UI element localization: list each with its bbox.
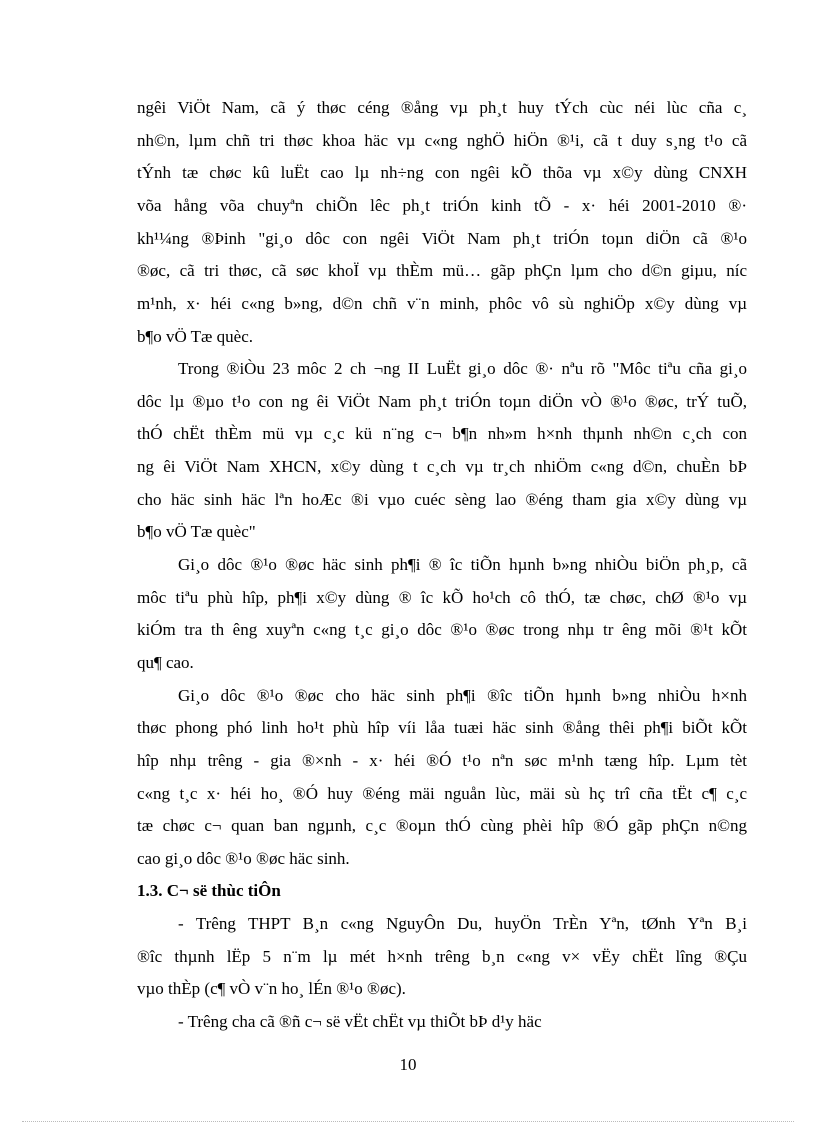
- paragraph-first-line: Trong ®iÒu 23 môc 2 ch ¬ng II LuËt gi¸o dôc ®· nªu rõ "Môc tiªu cña gi¸o: [178, 359, 747, 378]
- text-line: kh¹¼ng ®Þinh "gi¸o dôc con ngêi ViÖt Nam ph¸t triÓn toµn diÖn cã ®¹o: [137, 229, 747, 248]
- text-line: ®øc, cã tri thøc, cã søc khoÏ vµ thÈm mü… gãp phÇn lµm cho d©n giµu, níc: [137, 261, 747, 280]
- section-heading: 1.3. C¬ së thùc tiÔn: [137, 881, 281, 900]
- text-line: môc tiªu phù hîp, ph¶i x©y dùng ® îc kÕ ho¹ch cô thÓ, tæ chøc, chØ ®¹o vµ: [137, 588, 747, 607]
- text-line: cho häc sinh häc lªn hoÆc ®i vµo cuéc sèng lao ®éng tham gia x©y dùng vµ: [137, 490, 747, 509]
- text-line: tæ chøc c¬ quan ban ngµnh, c¸c ®oµn thÓ cùng phèi hîp ®Ó gãp phÇn n©ng: [137, 816, 747, 835]
- paragraph-first-line: Gi¸o dôc ®¹o ®øc häc sinh ph¶i ® îc tiÕn hµnh b»ng nhiÒu biÖn ph¸p, cã: [178, 555, 747, 574]
- text-line: ®îc thµnh lËp 5 n¨m lµ mét h×nh trêng b¸n c«ng v× vËy chËt lîng ®Çu: [137, 947, 747, 966]
- text-line: kiÓm tra th êng xuyªn c«ng t¸c gi¸o dôc ®¹o ®øc trong nhµ tr êng mõi ®¹t kÕt: [137, 620, 747, 639]
- page-number: 10: [399, 1055, 417, 1074]
- text-line: cao gi¸o dôc ®¹o ®øc häc sinh.: [137, 849, 350, 868]
- text-line: qu¶ cao.: [137, 653, 194, 672]
- text-line: dôc lµ ®µo t¹o con ng êi ViÖt Nam ph¸t triÓn toµn diÖn vÒ ®¹o ®øc, trÝ tuÕ,: [137, 392, 747, 411]
- text-line: b¶o vÖ Tæ quèc.: [137, 327, 253, 346]
- text-line: vµo thÈp (c¶ vÒ v¨n ho¸ lÉn ®¹o ®øc).: [137, 979, 406, 998]
- text-line: b¶o vÖ Tæ quèc": [137, 522, 256, 541]
- text-line: c«ng t¸c x· héi ho¸ ®Ó huy ®éng mäi nguån lùc, mäi sù hç trî cña tËt c¶ c¸c: [137, 784, 747, 803]
- text-line: thÓ chËt thÈm mü vµ c¸c kü n¨ng c¬ b¶n nh»m h×nh thµnh nh©n c¸ch con: [137, 424, 747, 443]
- paragraph-first-line: Gi¸o dôc ®¹o ®øc cho häc sinh ph¶i ®îc tiÕn hµnh b»ng nhiÒu h×nh: [178, 686, 747, 705]
- text-line: ng êi ViÖt Nam XHCN, x©y dùng t c¸ch vµ tr¸ch nhiÖm c«ng d©n, chuÈn bÞ: [137, 457, 747, 476]
- text-line: hîp nhµ trêng - gia ®×nh - x· héi ®Ó t¹o nªn søc m¹nh tæng hîp. Lµm tèt: [137, 751, 747, 770]
- text-line: tÝnh tæ chøc kû luËt cao lµ nh÷ng con ngêi kÕ thõa vµ x©y dùng CNXH: [137, 163, 747, 182]
- list-item: - Trêng THPT B¸n c«ng NguyÔn Du, huyÖn TrÈn Yªn, tØnh Yªn B¸i: [178, 914, 747, 933]
- list-item: - Trêng cha cã ®ñ c¬ së vËt chËt vµ thiÕt bÞ d¹y häc: [178, 1012, 542, 1031]
- page-edge-rule: [22, 1121, 794, 1122]
- text-line: m¹nh, x· héi c«ng b»ng, d©n chñ v¨n minh, phôc vô sù nghiÖp x©y dùng vµ: [137, 294, 747, 313]
- text-line: ngêi ViÖt Nam, cã ý thøc céng ®ång vµ ph¸t huy tÝch cùc néi lùc cña c¸: [137, 98, 747, 117]
- text-line: nh©n, lµm chñ tri thøc khoa häc vµ c«ng nghÖ hiÖn ®¹i, cã t duy s¸ng t¹o cã: [137, 131, 747, 150]
- text-line: võa hång võa chuyªn chiÕn lêc ph¸t triÓn kinh tÕ - x· héi 2001-2010 ®·: [137, 196, 747, 215]
- text-line: thøc phong phó linh ho¹t phù hîp víi låa tuæi häc sinh ®ång thêi ph¶i biÕt kÕt: [137, 718, 747, 737]
